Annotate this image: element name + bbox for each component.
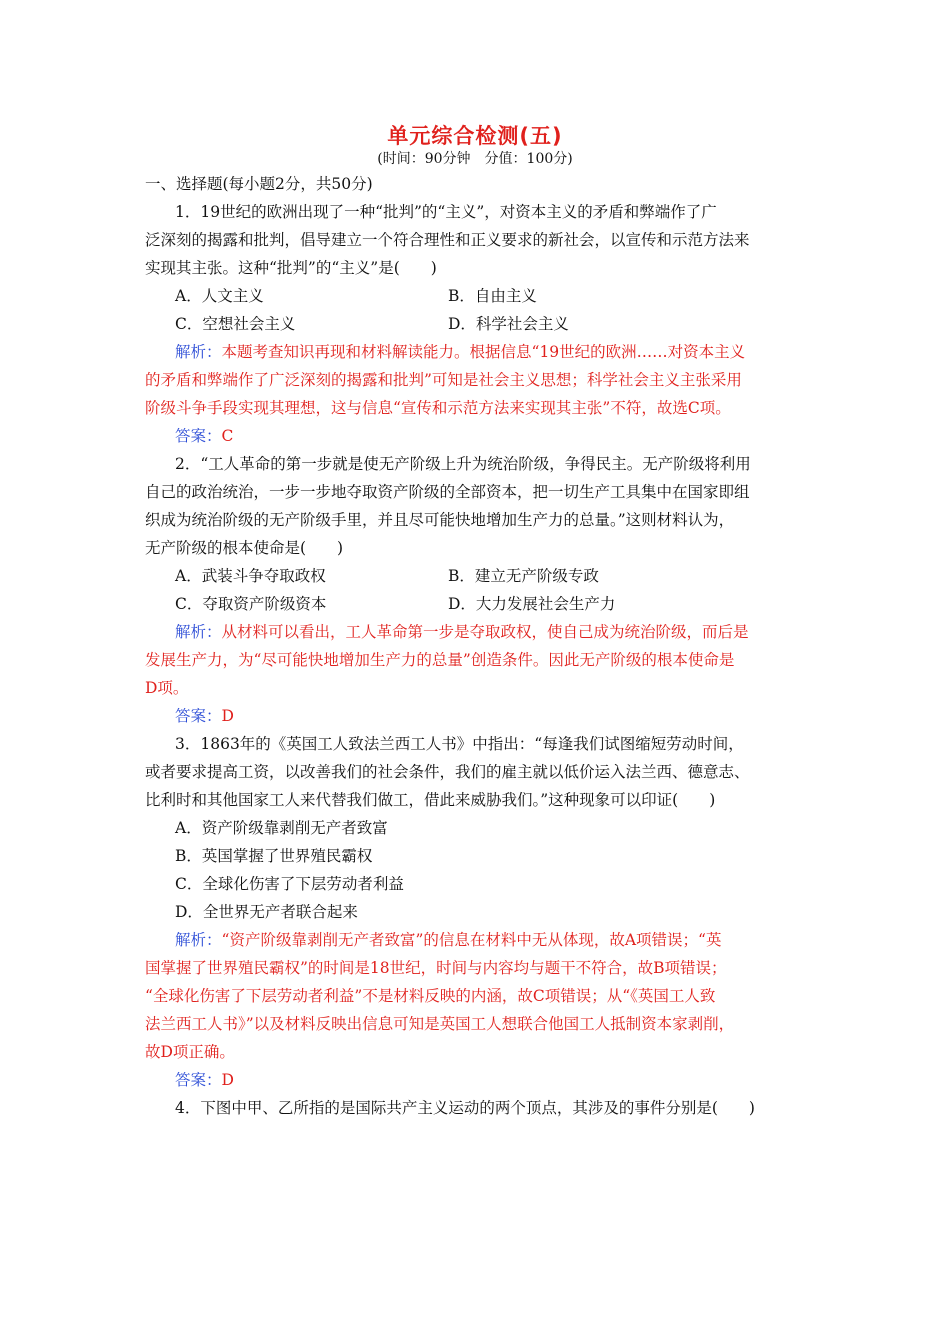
analysis-text: 本题考查知识再现和材料解读能力。根据信息“19世纪的欧洲……对资本主义 xyxy=(221,343,746,361)
options-row xyxy=(145,562,811,590)
option-a: A．人文主义 xyxy=(175,287,264,305)
option-b: B．自由主义 xyxy=(448,287,537,305)
question-text-line: 无产阶级的根本使命是( ) xyxy=(145,539,344,557)
question-text-line: 或者要求提高工资，以改善我们的社会条件，我们的雇主就以低价运入法兰西、德意志、 xyxy=(145,763,750,781)
answer-label: 答案： xyxy=(175,427,222,445)
answer-value: D xyxy=(221,1071,234,1089)
question-2 xyxy=(145,450,811,730)
question-1 xyxy=(145,198,811,450)
question-text-line: 1．19世纪的欧洲出现了一种“批判”的“主义”，对资本主义的矛盾和弊端作了广 xyxy=(175,203,717,221)
document-body xyxy=(145,170,811,1122)
option-d: D．大力发展社会生产力 xyxy=(448,595,616,613)
analysis-line: 故D项正确。 xyxy=(145,1043,235,1061)
answer-label: 答案： xyxy=(175,1071,222,1089)
option-a: A．武装斗争夺取政权 xyxy=(175,567,326,585)
answer-line xyxy=(145,422,811,450)
analysis-line: D项。 xyxy=(145,679,189,697)
option-d: D．科学社会主义 xyxy=(448,315,569,333)
answer-value: C xyxy=(221,427,234,445)
option-b: B．英国掌握了世界殖民霸权 xyxy=(175,847,373,865)
analysis-line: 的矛盾和弊端作了广泛深刻的揭露和批判”可知是社会主义思想；科学社会主义主张采用 xyxy=(145,371,742,389)
analysis-label: 解析： xyxy=(175,343,222,361)
analysis-line: 阶级斗争手段实现其理想，这与信息“宣传和示范方法来实现其主张”不符，故选C项。 xyxy=(145,399,731,417)
analysis-text: “资产阶级靠剥削无产者致富”的信息在材料中无从体现，故A项错误；“英 xyxy=(221,931,722,949)
question-text-line: 织成为统治阶级的无产阶级手里，并且尽可能快地增加生产力的总量。”这则材料认为， xyxy=(145,511,735,529)
analysis-line: 发展生产力，为“尽可能快地增加生产力的总量”创造条件。因此无产阶级的根本使命是 xyxy=(145,651,735,669)
option-d: D．全世界无产者联合起来 xyxy=(175,903,358,921)
analysis-label: 解析： xyxy=(175,623,222,641)
option-c: C．夺取资产阶级资本 xyxy=(175,595,327,613)
page-title: 单元综合检测(五) xyxy=(387,124,563,148)
analysis-line: 法兰西工人书》”以及材料反映出信息可知是英国工人想联合他国工人抵制资本家剥削， xyxy=(145,1015,735,1033)
question-text-line: 比利时和其他国家工人来代替我们做工，借此来威胁我们。”这种现象可以印证( ) xyxy=(145,791,716,809)
analysis-line: 国掌握了世界殖民霸权”的时间是18世纪，时间与内容均与题干不符合，故B项错误； xyxy=(145,959,727,977)
answer-label: 答案： xyxy=(175,707,222,725)
options-row xyxy=(145,282,811,310)
options-row xyxy=(145,590,811,618)
analysis-line: “全球化伤害了下层劳动者利益”不是材料反映的内涵，故C项错误；从“《英国工人致 xyxy=(145,987,716,1005)
section-heading: 一、选择题(每小题2分，共50分) xyxy=(145,175,373,193)
analysis-label: 解析： xyxy=(175,931,222,949)
question-3 xyxy=(145,730,811,1094)
question-text-line: 泛深刻的揭露和批判，倡导建立一个符合理性和正义要求的新社会，以宣传和示范方法来 xyxy=(145,231,750,249)
answer-line xyxy=(145,1066,811,1094)
question-4 xyxy=(145,1094,811,1122)
analysis-line xyxy=(145,926,811,954)
answer-value: D xyxy=(221,707,234,725)
question-text-line: 2．“工人革命的第一步就是使无产阶级上升为统治阶级，争得民主。无产阶级将利用 xyxy=(175,455,751,473)
question-text-line: 自己的政治统治，一步一步地夺取资产阶级的全部资本，把一切生产工具集中在国家即组 xyxy=(145,483,750,501)
analysis-text: 从材料可以看出，工人革命第一步是夺取政权，使自己成为统治阶级，而后是 xyxy=(221,623,749,641)
option-c: C．全球化伤害了下层劳动者利益 xyxy=(175,875,404,893)
option-c: C．空想社会主义 xyxy=(175,315,296,333)
options-row xyxy=(145,310,811,338)
question-text-line: 4．下图中甲、乙所指的是国际共产主义运动的两个顶点，其涉及的事件分别是( ) xyxy=(175,1099,755,1117)
option-a: A．资产阶级靠剥削无产者致富 xyxy=(175,819,388,837)
question-text-line: 实现其主张。这种“批判”的“主义”是( ) xyxy=(145,259,437,277)
analysis-line xyxy=(145,338,811,366)
question-text-line: 3．1863年的《英国工人致法兰西工人书》中指出：“每逢我们试图缩短劳动时间， xyxy=(175,735,744,753)
answer-line xyxy=(145,702,811,730)
exam-info: (时间：90分钟 分值：100分) xyxy=(377,151,573,167)
analysis-line xyxy=(145,618,811,646)
option-b: B．建立无产阶级专政 xyxy=(448,567,599,585)
